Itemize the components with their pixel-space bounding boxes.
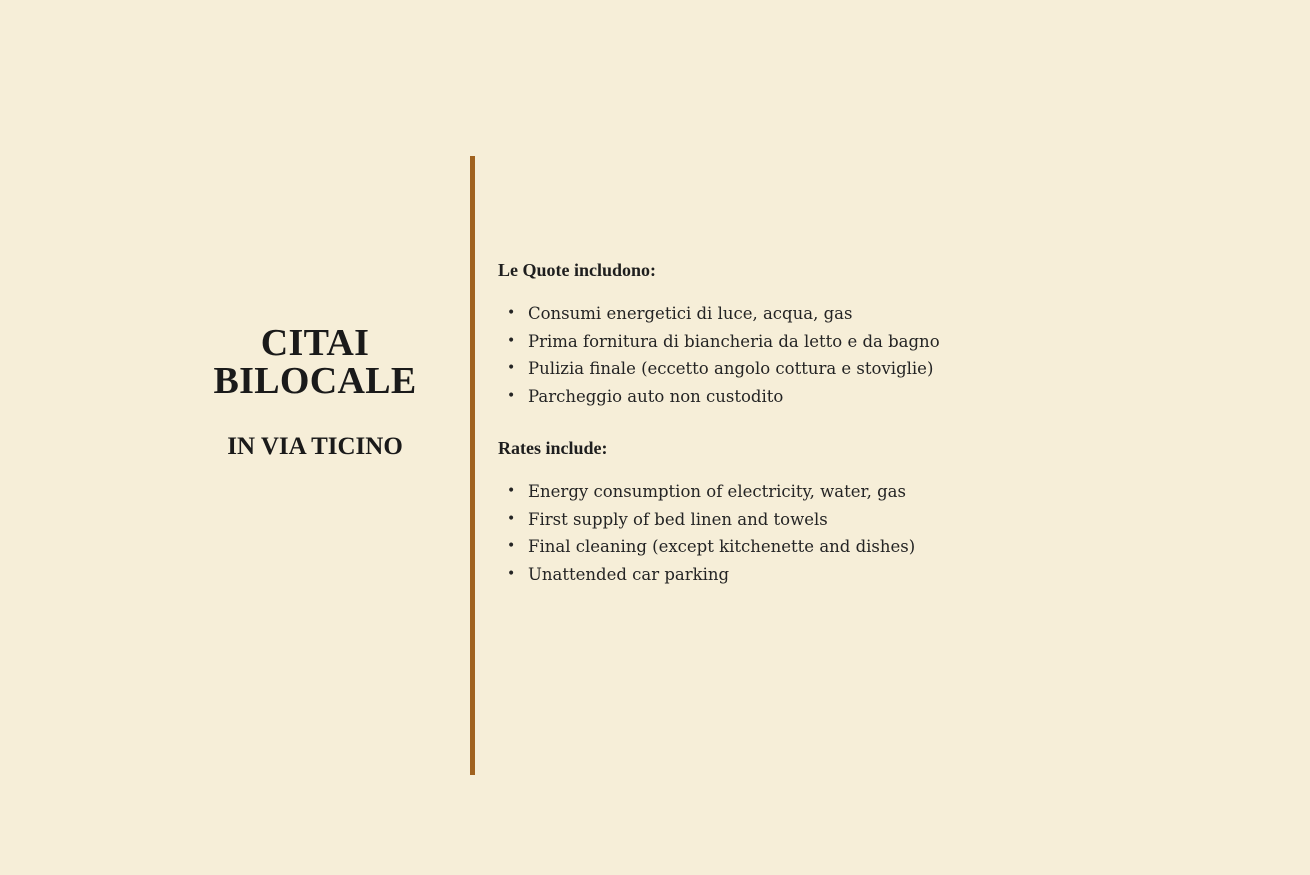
title-line-2: BILOCALE <box>213 360 417 402</box>
list-item <box>498 478 1198 506</box>
bullet-icon: • <box>507 305 516 321</box>
list-item <box>498 355 1198 383</box>
english-list <box>498 478 1198 588</box>
bullet-icon: • <box>507 360 516 376</box>
list-item-text: Final cleaning (except kitchenette and dishes) <box>528 537 916 556</box>
italian-list <box>498 300 1198 410</box>
bullet-icon: • <box>507 332 516 349</box>
title-line-1: CITAI <box>260 322 370 364</box>
rates-content <box>498 258 1198 588</box>
list-item-text: Prima fornitura di biancheria da letto e da bagno <box>528 331 940 351</box>
list-item <box>498 328 1198 356</box>
list-item <box>498 300 1198 328</box>
bullet-icon: • <box>507 538 516 554</box>
list-item <box>498 506 1198 534</box>
list-item-text: Unattended car parking <box>528 564 730 584</box>
page-subtitle: IN VIA TICINO <box>227 433 403 460</box>
bullet-icon: • <box>507 510 516 527</box>
page-title <box>190 324 440 400</box>
bullet-icon: • <box>507 565 516 582</box>
vertical-divider <box>470 156 475 775</box>
english-heading: Rates include: <box>498 438 608 458</box>
list-item-text: Energy consumption of electricity, water, gas <box>528 482 906 501</box>
list-item-text: Parcheggio auto non custodito <box>528 386 784 406</box>
italian-heading: Le Quote includono: <box>498 260 657 280</box>
bullet-icon: • <box>507 483 516 499</box>
list-item <box>498 533 1198 561</box>
list-item <box>498 383 1198 411</box>
list-item-text: First supply of bed linen and towels <box>528 509 828 529</box>
list-item-text: Consumi energetici di luce, acqua, gas <box>528 304 853 323</box>
english-section <box>498 436 1198 588</box>
italian-section <box>498 258 1198 410</box>
list-item <box>498 561 1198 589</box>
list-item-text: Pulizia finale (eccetto angolo cottura e stoviglie) <box>528 359 934 378</box>
title-block <box>190 324 440 462</box>
bullet-icon: • <box>507 387 516 404</box>
